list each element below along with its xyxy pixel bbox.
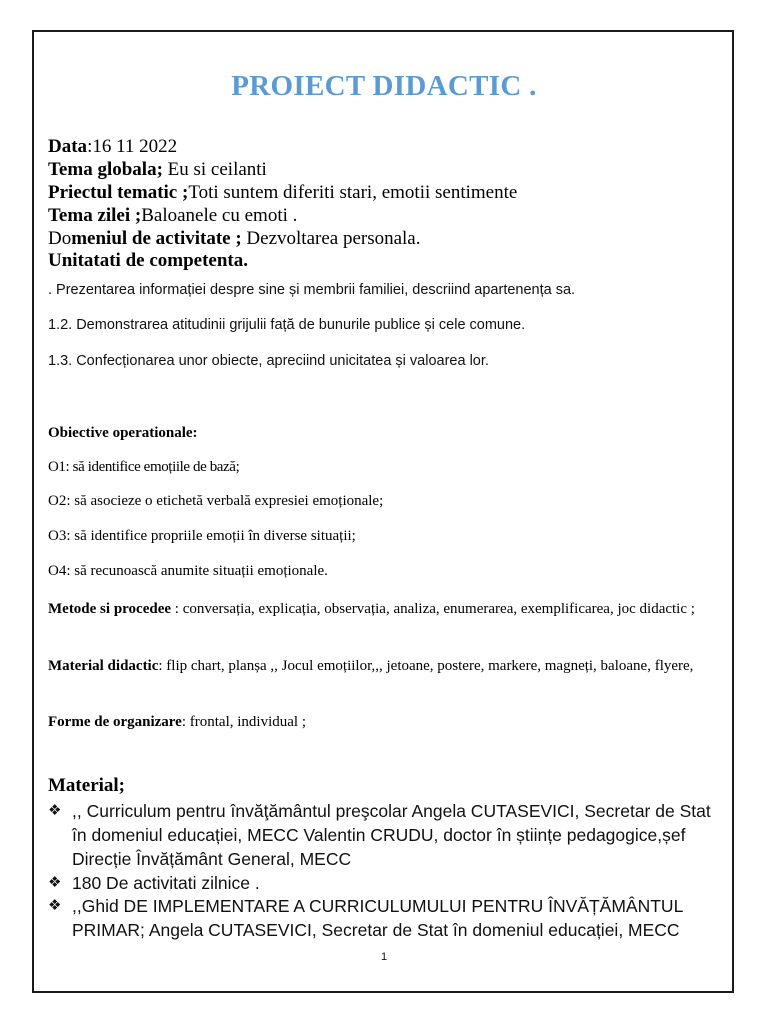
day-theme-label: Tema zilei ; xyxy=(48,205,142,226)
material-item-text: ,,Ghid DE IMPLEMENTARE A CURRICULUMULUI PENTRU ÎNVĂȚĂMÂNTUL PRIMAR; Angela CUTASEVICI, Secretar de Stat în domeniul educației, MECC xyxy=(72,896,683,940)
date-line xyxy=(48,135,177,158)
objective-1: O1: să identifice emoțiile de bază; xyxy=(48,459,240,475)
competence-unit-2: 1.2. Demonstrarea atitudinii grijulii față de bunurile publice și cele comune. xyxy=(48,317,526,333)
date-value: :16 11 2022 xyxy=(87,136,178,157)
objective-2: O2: să asocieze o etichetă verbală expresiei emoționale; xyxy=(48,493,384,509)
material-item-3 xyxy=(48,894,720,942)
material-item-text: 180 De activitati zilnice . xyxy=(72,873,260,893)
material-item-2 xyxy=(48,871,720,895)
global-theme-line xyxy=(48,158,267,181)
thematic-project-value: Toti suntem diferiti stari, emotii sentimente xyxy=(188,182,518,203)
methods-paragraph xyxy=(48,598,720,620)
material-didactic-paragraph xyxy=(48,655,720,677)
material-heading: Material; xyxy=(48,775,126,796)
organization-forms-text: : frontal, individual ; xyxy=(181,714,306,730)
material-didactic-text: : flip chart, planșa ,, Jocul emoțiilor,,, jetoane, postere, markere, magneți, baloane, flyere, xyxy=(158,658,694,674)
organization-forms-label: Forme de organizare xyxy=(48,714,182,730)
activity-domain-line xyxy=(48,227,421,250)
material-item-text: ,, Curriculum pentru învăţământul preşcolar Angela CUTASEVICI, Secretar de Stat în domeniul educației, MECC Valentin CRUDU, doctor în științe pedagogice,șef Direcție Învățământ General, MECC xyxy=(72,801,711,869)
competence-units-heading xyxy=(48,249,248,272)
material-didactic-label: Material didactic xyxy=(48,658,159,674)
document-title: PROIECT DIDACTIC . xyxy=(231,70,537,102)
methods-text: : conversația, explicația, observația, analiza, enumerarea, exemplificarea, joc didactic ; xyxy=(171,601,695,617)
diamond-bullet-icon: ❖ xyxy=(48,897,62,914)
date-label: Data xyxy=(48,136,88,157)
thematic-project-line xyxy=(48,181,517,204)
objective-3: O3: să identifice propriile emoții în diverse situații; xyxy=(48,528,356,544)
diamond-bullet-icon: ❖ xyxy=(48,874,62,891)
competence-unit-3: 1.3. Confecționarea unor obiecte, apreciind unicitatea și valoarea lor. xyxy=(48,353,489,369)
day-theme-value: Baloanele cu emoti . xyxy=(141,205,298,226)
objective-4: O4: să recunoască anumite situații emoționale. xyxy=(48,563,328,579)
objectives-heading: Obiective operationale: xyxy=(48,425,198,441)
page-number: 1 xyxy=(380,951,388,963)
activity-domain-prefix: Do xyxy=(48,228,72,249)
diamond-bullet-icon: ❖ xyxy=(48,802,62,819)
thematic-project-label: Priectul tematic ; xyxy=(48,182,189,203)
global-theme-value: Eu si ceilanti xyxy=(162,159,267,180)
global-theme-label: Tema globala; xyxy=(48,159,163,180)
methods-label: Metode si procedee xyxy=(48,601,172,617)
material-item-1 xyxy=(48,799,720,871)
competence-units-label: Unitatati de competenta. xyxy=(48,250,248,271)
day-theme-line xyxy=(48,204,297,227)
competence-unit-1: . Prezentarea informației despre sine și membrii familiei, descriind apartenența sa. xyxy=(48,282,576,298)
activity-domain-value: Dezvoltarea personala. xyxy=(241,228,421,249)
activity-domain-label: meniul de activitate ; xyxy=(71,228,242,249)
organization-forms-paragraph xyxy=(48,711,720,733)
